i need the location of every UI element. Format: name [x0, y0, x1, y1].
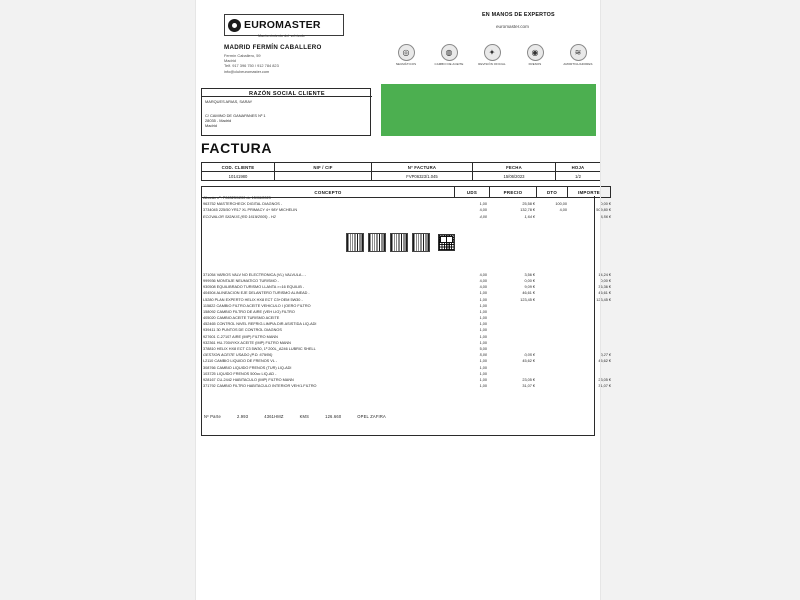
brake-icon: ◉	[527, 44, 544, 61]
cell-concepto: 963752 MASTERCHECK DIGITAL DIAGNOS -	[203, 202, 283, 207]
cell-uds: 1,00	[479, 322, 487, 327]
cell-concepto: 928167 CU-2442 HABITACULO (IMP) FILTRO MANN	[203, 377, 294, 382]
cell-uds: 1,00	[479, 316, 487, 321]
cell-concepto: ECOVALOR SIGNUS (RD 1619/2005) - H2	[203, 214, 276, 219]
invoice-footer	[204, 414, 402, 419]
slogan: EN MANOS DE EXPERTOS	[482, 12, 555, 18]
cell-uds: 1,00	[479, 377, 487, 382]
cell-concepto: 3734045 225/50 YR17 XL PRIMACY 4+ 98Y MICHELIN	[203, 208, 298, 213]
branch-address-line: Telf. 917 396 750 / 912 784 823	[224, 63, 279, 69]
meta-value-fecha: 15/06/2023	[473, 172, 556, 181]
col-header-precio: PRECIO	[490, 187, 537, 198]
invoice-sheet	[196, 0, 611, 600]
cell-concepto: 932361 HU-7004YKX ACEITE (IMP) FILTRO MANN	[203, 340, 291, 345]
cell-uds: 1,00	[479, 365, 487, 370]
website: euromaster.com	[496, 24, 529, 29]
cell-concepto: 378810 HELIX HX8 ECT C3 5W30, 1º 200L_A246 LUBRIC SHELL	[203, 347, 316, 351]
cell-uds: 1,00	[479, 309, 487, 314]
kms-value: 126.660	[325, 414, 342, 419]
cell-uds: 4,00	[479, 214, 487, 219]
branch-address	[224, 53, 279, 74]
cell-precio: 46,61 €	[522, 291, 535, 296]
cell-concepto: L5280 PLAN EXPERTO HELIX HX8 ECT C3+OEM 5W30 -	[203, 297, 303, 302]
cell-concepto: 158092 CAMBIO FILTRO DE AIRE (VEH LIG) FILTRO	[203, 309, 295, 314]
qr-code-icon	[438, 234, 455, 251]
cell-precio: 9,09 €	[524, 285, 535, 290]
cell-importe	[570, 221, 614, 247]
cell-concepto: 371792 CAMBIO FILTRO HABITACULO INTERIOR VEH/1.FILTRO	[203, 384, 317, 389]
logo-text: EUROMASTER	[244, 18, 321, 31]
table-row	[202, 172, 601, 181]
cell-uds: 1,00	[479, 303, 487, 308]
cell-precio: 31,07 €	[522, 384, 535, 389]
service-icons	[388, 44, 596, 67]
cell-uds: 1,00	[479, 371, 487, 376]
cell-dto: 100,00	[555, 202, 567, 207]
col-header-concepto: CONCEPTO	[202, 187, 455, 198]
meta-value-nif	[275, 172, 372, 181]
barcode-icon	[346, 233, 364, 252]
cell-uds: 4,00	[479, 208, 487, 213]
col-header-uds: UDS	[455, 187, 490, 198]
cell-importe: 6,56 €	[600, 214, 611, 219]
cell-uds: 4,00	[479, 278, 487, 283]
cell-importe: 509,80 €	[596, 208, 611, 213]
logo-mark-icon	[228, 19, 241, 32]
parte-value: 2.993	[236, 414, 249, 419]
cell-importe: 46,61 €	[598, 291, 611, 296]
cell-uds: 1,00	[479, 291, 487, 296]
cell-concepto: 930508 EQUILIBRADO TURISMO LLANTA >=16 EQUILIB -	[203, 285, 305, 290]
client-box	[201, 88, 371, 136]
cell-precio: 1,64 €	[524, 214, 535, 219]
suspension-icon: ≋	[570, 44, 587, 61]
cell-importe: 123,45 €	[596, 297, 611, 302]
branch-name: MADRID FERMÍN CABALLERO	[224, 44, 322, 51]
logo-tagline: Mantenimiento del vehículo	[258, 34, 305, 38]
green-highlight-block	[381, 84, 596, 136]
barcode-strip	[346, 232, 476, 254]
service-item	[474, 44, 510, 67]
invoice-header	[196, 0, 600, 78]
matricula: 4361HMZ	[264, 414, 284, 419]
cell-uds: 4,00	[479, 272, 487, 277]
client-name: MARQUES ARIAS, SARAY	[205, 99, 253, 104]
cell-concepto: 999936 MONTAJE NEUMATICO TURISMO -	[203, 278, 279, 283]
branch-address-line: Fermín Caballero, 59	[224, 53, 261, 58]
barcode-icon	[390, 233, 408, 252]
branch-address-line: info@clubeuromaster.com	[224, 68, 270, 74]
barcode-icon	[412, 233, 430, 252]
inspection-icon: ✦	[484, 44, 501, 61]
cell-importe: 45,62 €	[598, 359, 611, 364]
page-title: FACTURA	[201, 140, 273, 156]
cell-uds: 1,00	[479, 328, 487, 333]
tyre-icon: ◎	[398, 44, 415, 61]
cell-concepto: 939411 30 PUNTOS DE CONTROL DIAGNOS	[203, 328, 282, 333]
invoice-meta-table	[201, 162, 601, 181]
service-item	[517, 44, 553, 67]
kms-label: KMS	[299, 414, 310, 419]
meta-value-cod-cliente: 10141980	[202, 172, 275, 181]
client-box-title: RAZÓN SOCIAL CLIENTE	[202, 89, 372, 97]
parte-label: Nº Parte	[204, 414, 221, 419]
cell-uds: 5,00	[479, 347, 487, 351]
cell-concepto: 308766 CAMBIO LIQUIDO FRENOS (TUR) LIQ-ADI	[203, 365, 292, 370]
cell-concepto: GESTION ACEITE USADO (P.D. 679/06)	[203, 353, 273, 358]
meta-header-cod-cliente: COD. CLIENTE	[202, 163, 275, 172]
cell-uds: 5,00	[479, 353, 487, 358]
cell-importe: 36,36 €	[598, 285, 611, 290]
cell-uds: 1,00	[479, 202, 487, 207]
cell-uds: 1,00	[479, 359, 487, 364]
meta-value-hoja: 1/2	[556, 172, 601, 181]
cell-importe: 0,00 €	[600, 278, 611, 283]
cell-uds: 1,00	[479, 340, 487, 345]
meta-header-num-factura: Nº FACTURA	[372, 163, 473, 172]
cell-precio: 45,62 €	[522, 359, 535, 364]
barcode-icon	[368, 233, 386, 252]
line-items-table	[202, 196, 614, 390]
cell-concepto: 115822 CAMBIO FILTRO ACEITE VEHICULO I (OERO FILTRO	[203, 303, 311, 308]
cell-precio: 0,00 €	[524, 278, 535, 283]
cell-precio: 123,45 €	[520, 297, 535, 302]
service-item	[388, 44, 424, 67]
cell-dto	[538, 247, 570, 273]
cell-uds: 1,00	[479, 297, 487, 302]
client-address: C/ CAMINO DE GANAPANES Nº 1	[205, 113, 266, 118]
table-header-row	[202, 163, 601, 172]
cell-dto	[538, 384, 570, 390]
cell-precio: 132,78 €	[520, 208, 535, 213]
cell-concepto: 404504 ALINEACION EJE DELANTERO TURISMO ALINEAD -	[203, 291, 310, 296]
meta-value-num-factura: FVP06323/1.045	[372, 172, 473, 181]
service-label: CAMBIO DE ACEITE	[434, 62, 464, 66]
meta-header-hoja: HOJA	[556, 163, 601, 172]
cell-importe: 0,00 €	[600, 202, 611, 207]
table-row	[202, 384, 614, 390]
cell-concepto: Albarán nº: P06323/1200 de 15/06/2023	[203, 196, 271, 200]
cell-uds: 4,00	[479, 285, 487, 290]
oil-change-icon: ◍	[441, 44, 458, 61]
cell-precio	[490, 221, 538, 247]
cell-importe: 31,07 €	[598, 384, 611, 389]
meta-header-nif: NIF / CIF	[275, 163, 372, 172]
cell-uds: 1,00	[479, 334, 487, 339]
meta-header-fecha: FECHA	[473, 163, 556, 172]
cell-concepto: 371054 VARIOS VALV NO ELECTRONICA (VL) VALVULA - -	[203, 272, 306, 277]
euromaster-logo	[224, 14, 344, 36]
cell-precio: 3,56 €	[524, 272, 535, 277]
cell-importe: 0,27 €	[600, 353, 611, 358]
cell-concepto: 452465 CONTROL NIVEL REFRIG.LIMPIA.DIR.ASISTIDA LIQ-ADI	[203, 322, 317, 327]
service-label: NEUMÁTICOS	[395, 62, 417, 66]
cell-precio: 25,58 €	[522, 202, 535, 207]
service-label: REVISIÓN OFICIAL	[478, 62, 506, 66]
cell-precio: 0,05 €	[524, 353, 535, 358]
cell-importe: 23,05 €	[598, 377, 611, 382]
cell-concepto: 405020 CAMBIO ACEITE TURISMO ACEITE	[203, 316, 280, 321]
cell-dto: 4,00	[559, 208, 567, 213]
cell-importe	[570, 247, 614, 273]
cell-precio: 23,05 €	[522, 377, 535, 382]
cell-concepto: L2110 CAMBIO LIQUIDO DE FRENOS VL -	[203, 359, 278, 364]
client-province: Madrid	[205, 123, 217, 128]
branch-address-line: Madrid	[224, 58, 236, 64]
client-postal-city: 28035 - Madrid	[205, 118, 232, 123]
service-label: FRENOS	[528, 62, 542, 66]
vehicle-model: OPEL ZAFIRA	[357, 414, 386, 419]
cell-concepto: 103725 LIQUIDO FRENOS 500cc LIQ-AD -	[203, 371, 277, 376]
cell-precio	[490, 247, 538, 273]
cell-dto	[538, 221, 570, 247]
col-header-dto: DTO	[537, 187, 568, 198]
cell-uds: 1,00	[479, 384, 487, 389]
service-label: AMORTIGUADORES	[563, 62, 593, 66]
service-item	[560, 44, 596, 67]
cell-concepto: 927601 C-27107 AIRE (IMP) FILTRO MANN	[203, 334, 278, 339]
col-header-importe: IMPORTE	[568, 187, 611, 198]
service-item	[431, 44, 467, 67]
cell-importe: 14,24 €	[598, 272, 611, 277]
